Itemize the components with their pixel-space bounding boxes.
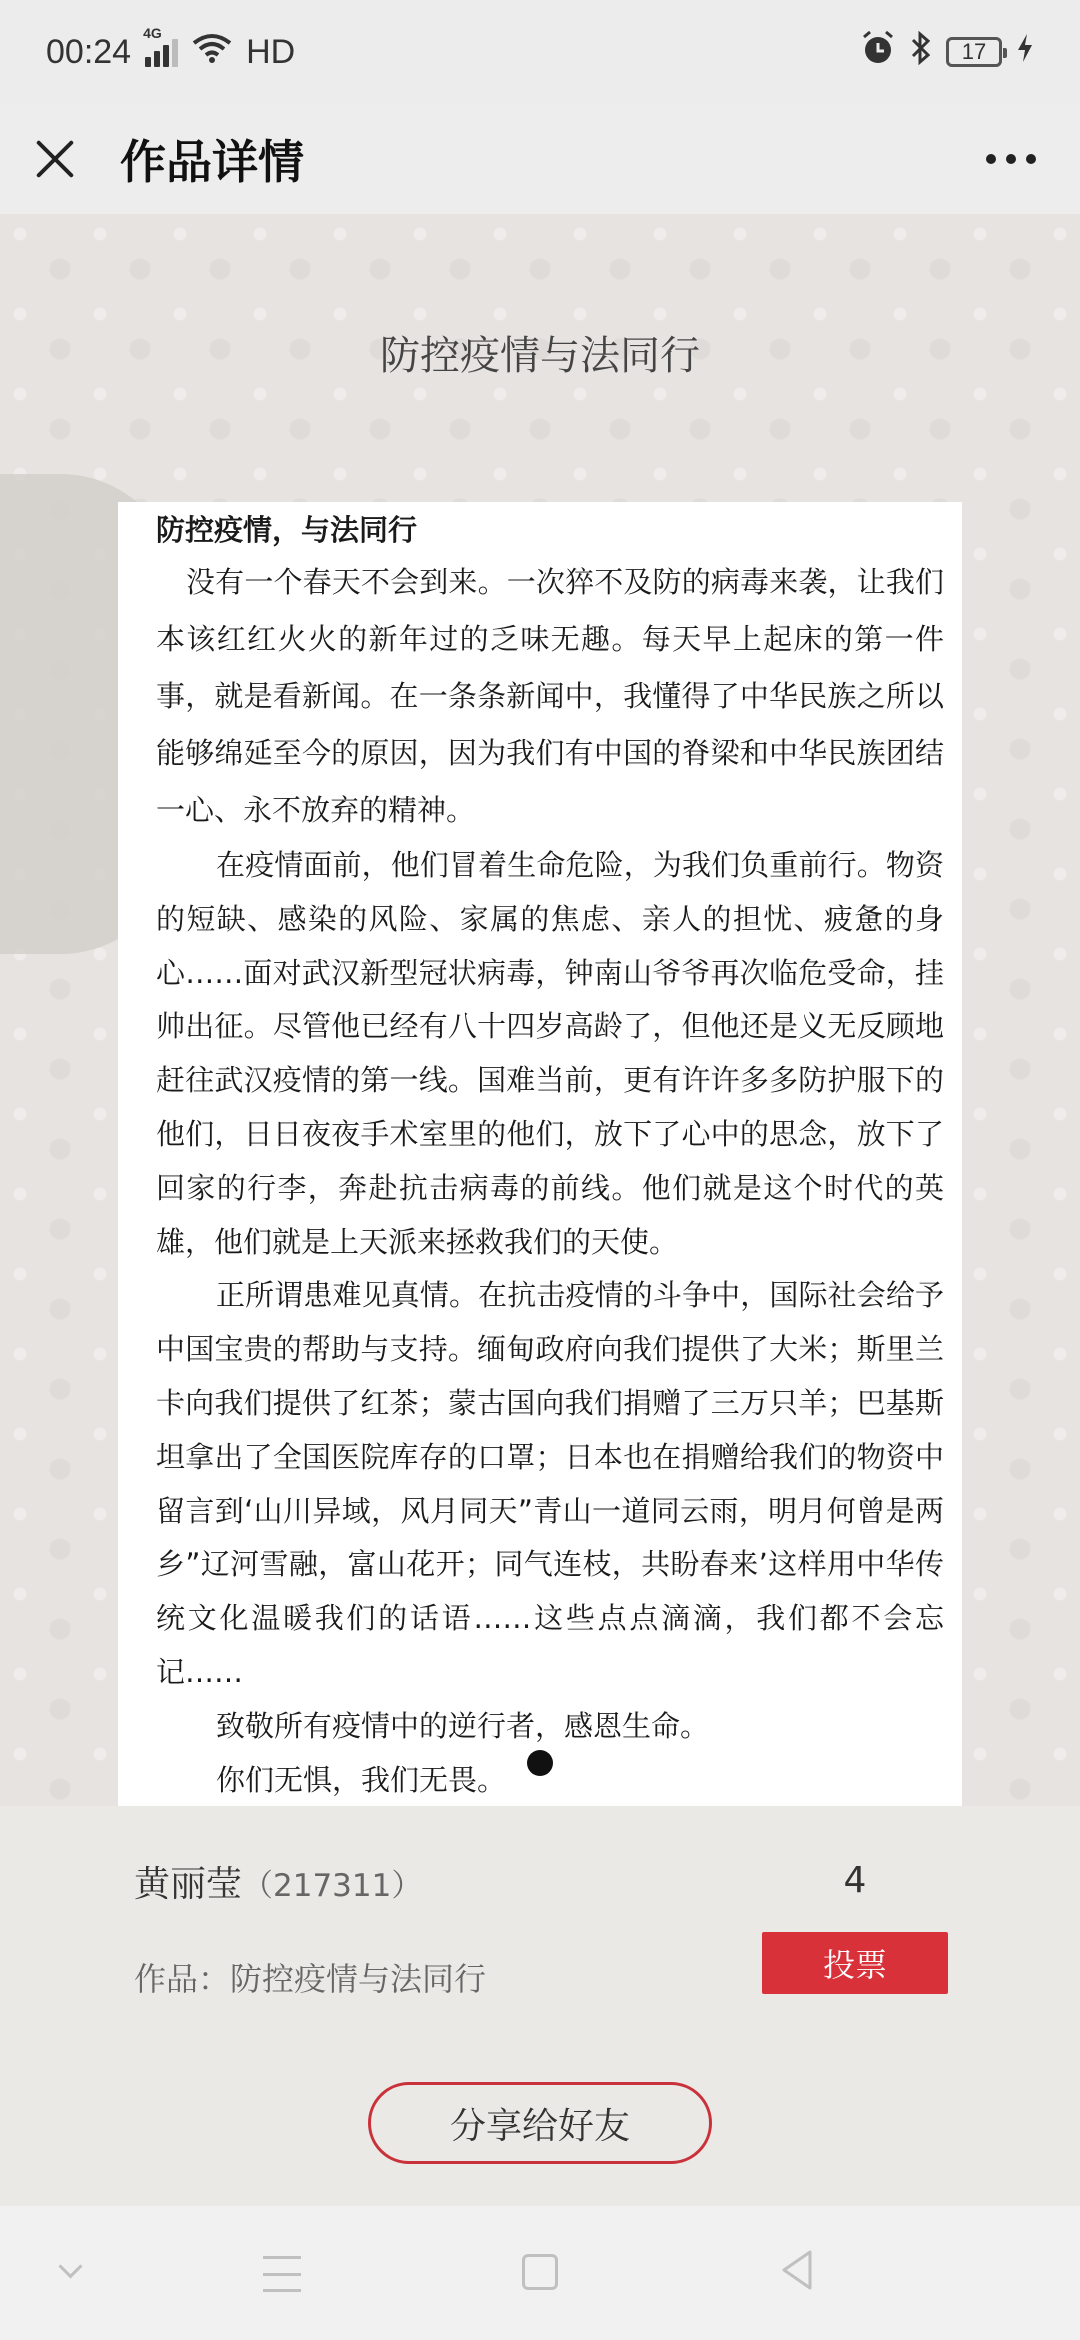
share-to-friends-button[interactable]: 分享给好友 — [368, 2082, 712, 2164]
back-icon[interactable] — [776, 2248, 820, 2292]
battery-level: 17 — [961, 39, 987, 64]
page-title: 作品详情 — [120, 135, 304, 189]
chevron-down-icon[interactable] — [50, 2250, 90, 2290]
article-paragraph: 没有一个春天不会到来。一次猝不及防的病毒来袭，让我们本该红红火火的新年过的乏味无趣。每天早上起床的第一件事，就是看新闻。在一条条新闻中，我懂得了中华民族之所以能够绵延至今的原因，因为我们有中国的脊梁和中华民族团结一心、永不放弃的精神。 — [156, 565, 944, 827]
more-options-icon[interactable] — [974, 144, 1048, 174]
article-paragraph: 在疫情面前，他们冒着生命危险，为我们负重前行。物资的短缺、感染的风险、家属的焦虑、亲人的担忧、疲惫的身心……面对武汉新型冠状病毒，钟南山爷爷再次临危受命，挂帅出征。尽管他已经有八十四岁高龄了，但他还是义无反顾地赶往武汉疫情的第一线。国难当前，更有许许多多防护服下的他们，日日夜夜手术室里的他们，放下了心中的思念，放下了回家的行李，奔赴抗击病毒的前线。他们就是这个时代的英雄，他们就是上天派来拯救我们的天使。 — [156, 848, 944, 1259]
author-id: （217311） — [242, 1868, 423, 1904]
alarm-icon — [860, 30, 896, 75]
content-area[interactable] — [0, 214, 1080, 1806]
author-name: 黄丽莹 — [134, 1864, 243, 1905]
work-title: 防控疫情与法同行 — [380, 333, 700, 379]
network-type: 4G — [143, 25, 162, 41]
work-name-label: 作品：防控疫情与法同行 — [134, 1960, 487, 1998]
home-icon[interactable] — [522, 2254, 558, 2290]
hd-indicator: HD — [246, 32, 296, 71]
status-bar — [0, 0, 1080, 104]
touch-pointer — [527, 1750, 553, 1776]
bluetooth-icon — [910, 30, 932, 75]
battery-icon — [946, 37, 1002, 67]
app-header — [0, 104, 1080, 214]
status-time: 00:24 — [46, 32, 132, 71]
close-icon[interactable] — [32, 136, 78, 182]
charging-icon — [1016, 33, 1034, 72]
status-left — [46, 25, 296, 72]
system-nav-bar — [0, 2206, 1080, 2340]
article-heading: 防控疫情，与法同行 — [156, 513, 418, 547]
article-image[interactable] — [118, 502, 962, 1806]
article-paragraph: 致敬所有疫情中的逆行者，感恩生命。 — [216, 1708, 710, 1743]
article-paragraph: 你们无惧，我们无畏。 — [216, 1762, 507, 1797]
status-right — [860, 30, 1034, 75]
vote-button[interactable]: 投票 — [762, 1932, 948, 1994]
entry-info — [0, 1806, 1080, 2206]
menu-icon[interactable] — [262, 2256, 302, 2292]
author-line — [134, 1856, 422, 1907]
vote-count: 4 — [843, 1860, 867, 1901]
article-paragraph: 正所谓患难见真情。在抗击疫情的斗争中，国际社会给予中国宝贵的帮助与支持。缅甸政府向我们提供了大米；斯里兰卡向我们提供了红茶；蒙古国向我们捐赠了三万只羊；巴基斯坦拿出了全国医院库存的口罩；日本也在捐赠给我们的物资中留言到‘山川异域，风月同天”青山一道同云雨，明月何曾是两乡”辽河雪融，富山花开；同气连枝，共盼春来’这样用中华传统文化温暖我们的话语……这些点点滴滴，我们都不会忘记…… — [156, 1278, 944, 1689]
cellular-signal-icon — [143, 25, 178, 67]
wifi-icon — [192, 33, 232, 72]
